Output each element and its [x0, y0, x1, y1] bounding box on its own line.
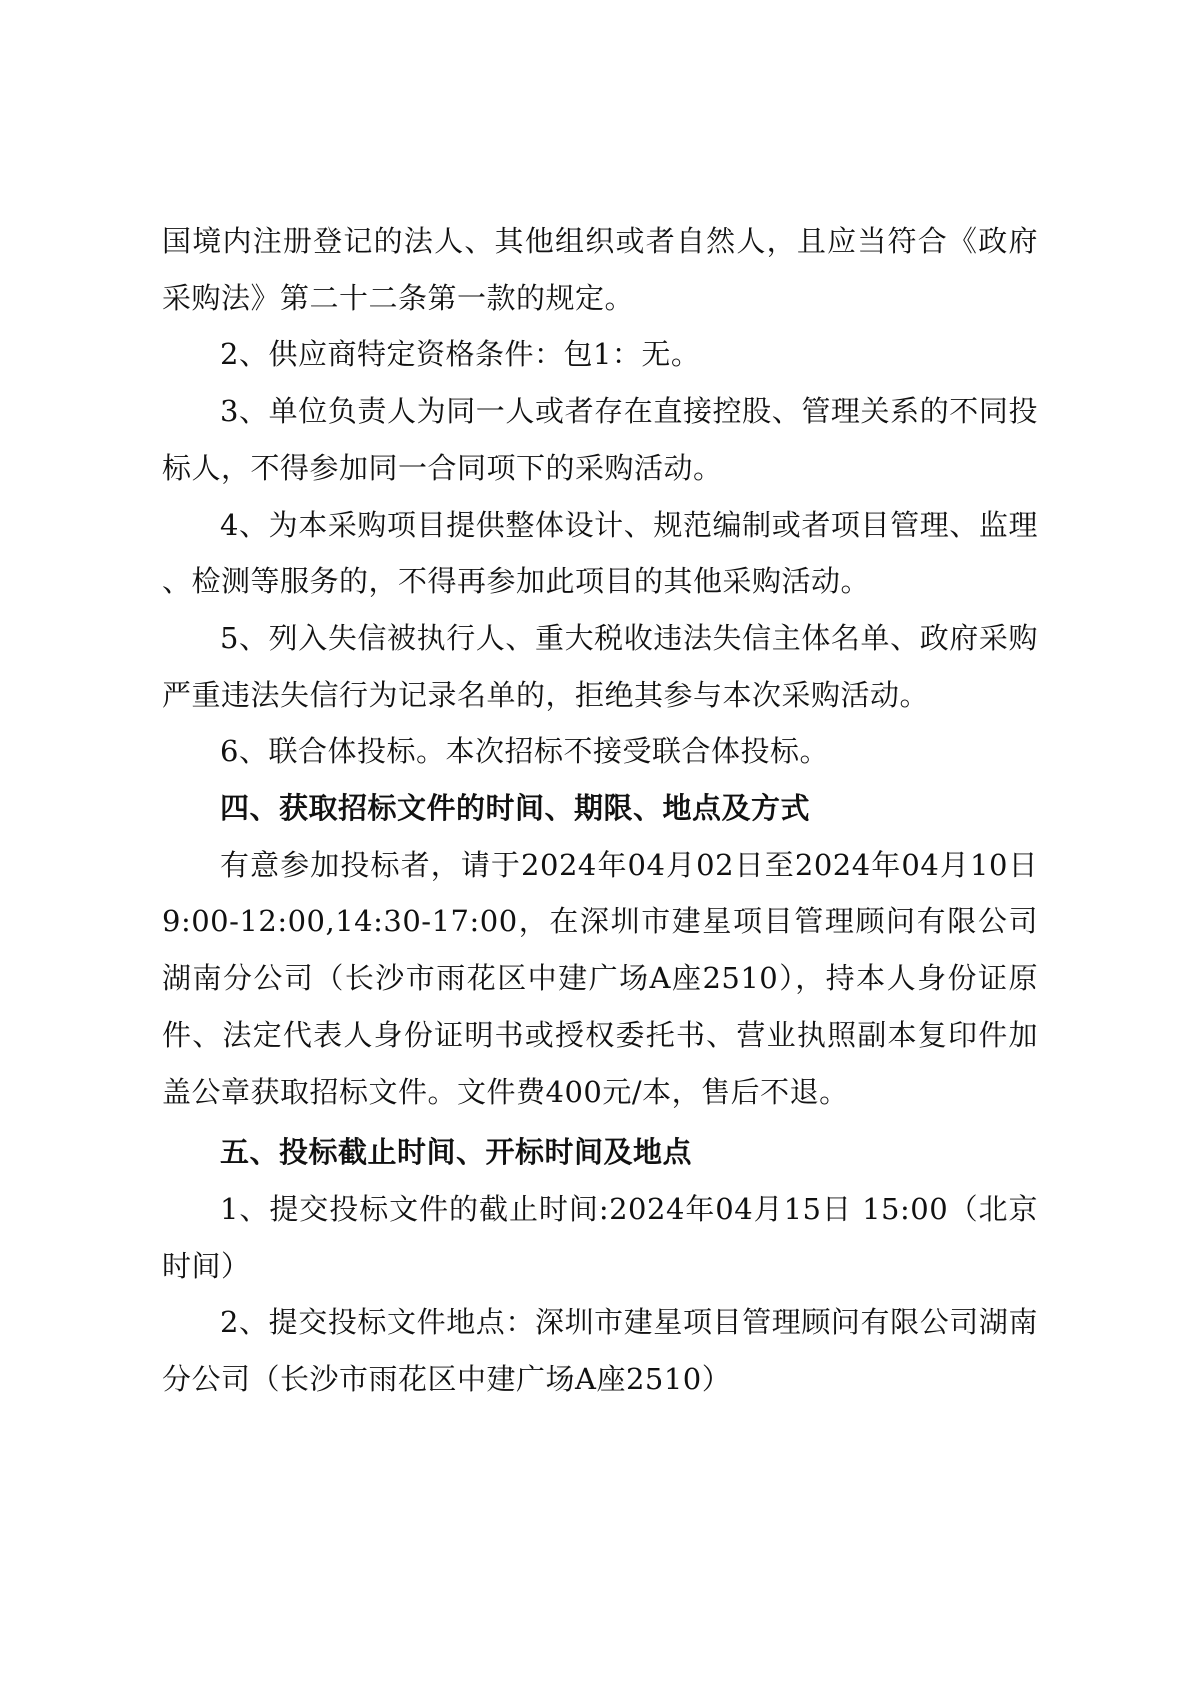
paragraph-item-4: 4、为本采购项目提供整体设计、规范编制或者项目管理、监理、检测等服务的，不得再参加此项目的其他采购活动。 — [162, 507, 1038, 599]
paragraph-item-3: 3、单位负责人为同一人或者存在直接控股、管理关系的不同投标人，不得参加同一合同项下的采购活动。 — [162, 394, 1038, 485]
document-body — [162, 213, 1038, 1408]
paragraph-item-6: 6、联合体投标。本次招标不接受联合体投标。 — [220, 734, 829, 769]
section-4-heading: 四、获取招标文件的时间、期限、地点及方式 — [220, 791, 811, 826]
paragraph-item-5: 5、列入失信被执行人、重大税收违法失信主体名单、政府采购严重违法失信行为记录名单的，拒绝其参与本次采购活动。 — [162, 620, 1038, 712]
section-5-item-2: 2、提交投标文件地点：深圳市建星项目管理顾问有限公司湖南分公司（长沙市雨花区中建广场A座2510） — [162, 1305, 1038, 1397]
section-5-heading: 五、投标截止时间、开标时间及地点 — [220, 1135, 693, 1170]
paragraph-eligibility-continued: 国境内注册登记的法人、其他组织或者自然人，且应当符合《政府采购法》第二十二条第一款的规定。 — [162, 224, 1038, 315]
paragraph-item-2: 2、供应商特定资格条件：包1：无。 — [220, 337, 701, 372]
section-4-body: 有意参加投标者，请于2024年04月02日至2024年04月10日9:00-12:00,14:30-17:00，在深圳市建星项目管理顾问有限公司湖南分公司（长沙市雨花区中建广场A座2510），持本人身份证原件、法定代表人身份证明书或授权委托书、营业执照副本复印件加盖公章获取招标文件。文件费400元/本，售后不退。 — [162, 847, 1038, 1109]
section-5-item-1: 1、提交投标文件的截止时间:2024年04月15日 15:00（北京时间） — [162, 1191, 1038, 1283]
